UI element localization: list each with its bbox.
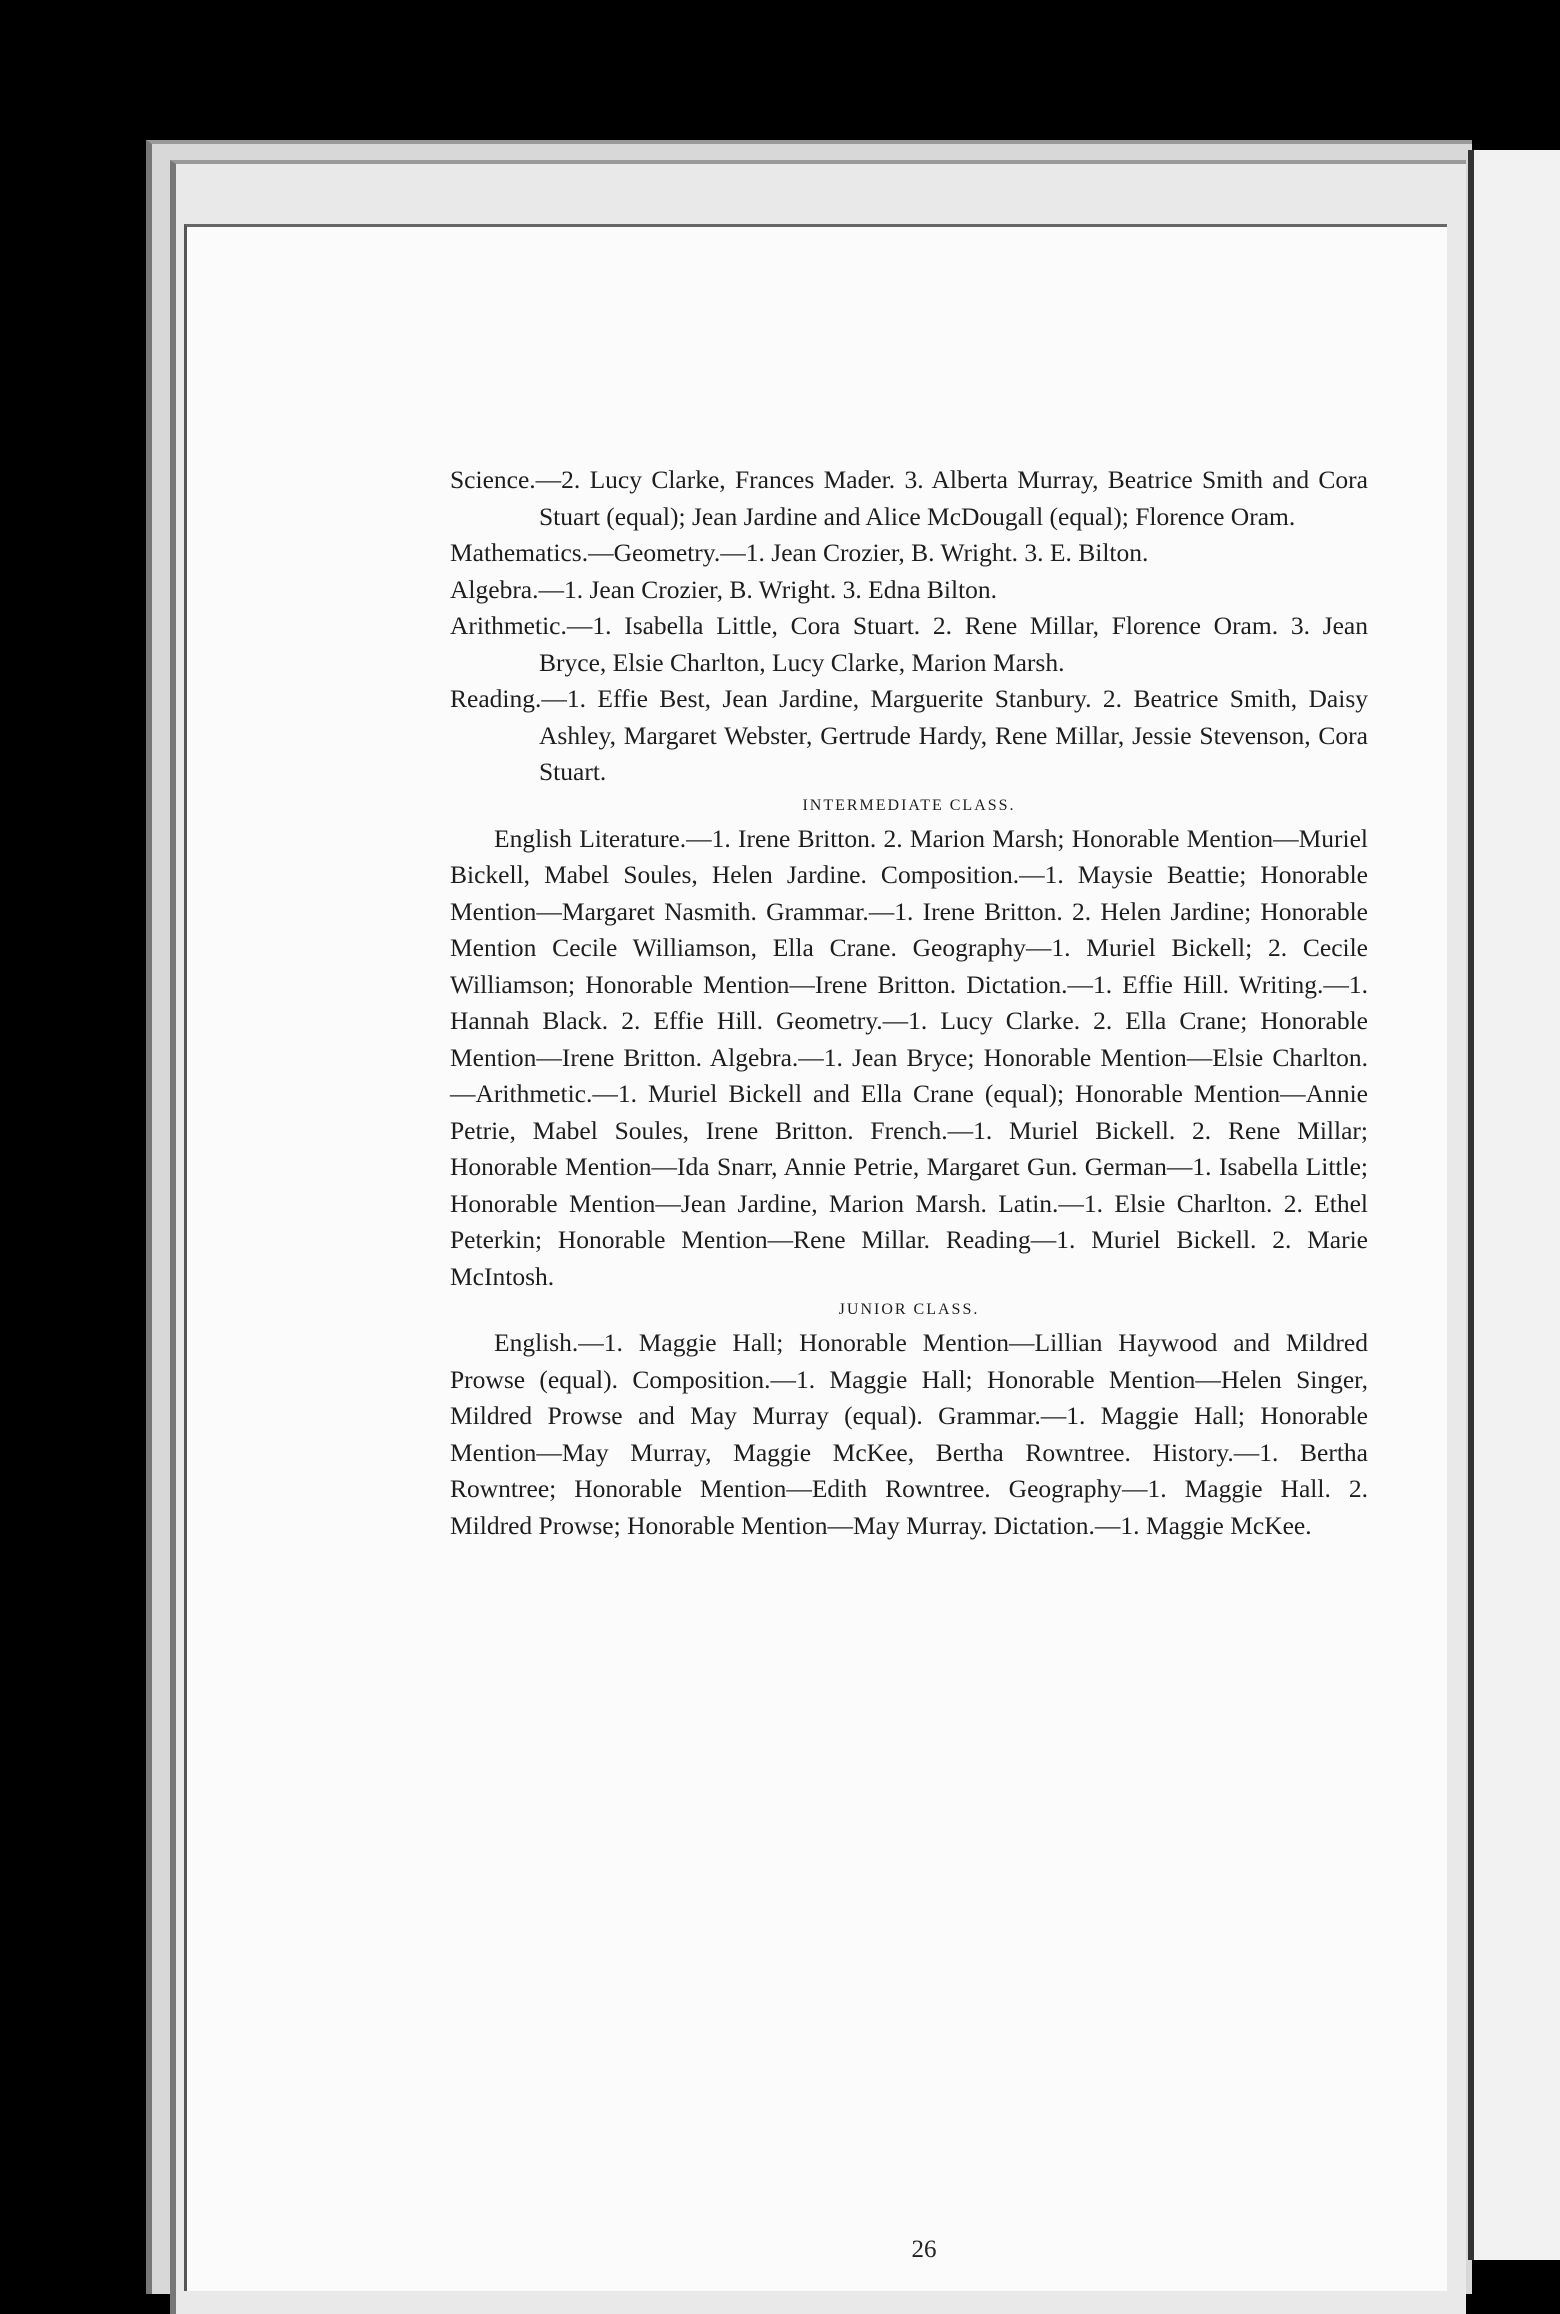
reading-entry: Reading.—1. Effie Best, Jean Jardine, Marguerite Stanbury. 2. Beatrice Smith, Daisy Ashley, Margaret Webster, Gertrude Hardy, Rene Millar, Jessie Stevenson, Cora Stuart.	[450, 684, 1368, 786]
science-entry: Science.—2. Lucy Clarke, Frances Mader. 3. Alberta Murray, Beatrice Smith and Cora Stuart (equal); Jean Jardine and Alice McDougall (equal); Florence Oram.	[450, 465, 1368, 531]
mathematics-entry: Mathematics.—Geometry.—1. Jean Crozier, B. Wright. 3. E. Bilton.	[450, 538, 1149, 567]
intermediate-class-text: English Literature.—1. Irene Britton. 2. Marion Marsh; Honorable Mention—Muriel Bickell, Mabel Soules, Helen Jardine. Composition.—1. Maysie Beattie; Honorable Mention—Margaret Nasmith. Grammar.—1. Irene Britton. 2. Helen Jardine; Honorable Mention Cecile Williamson, Ella Crane. Geography—1. Muriel Bickell; 2. Cecile Williamson; Honorable Mention—Irene Britton. Dictation.—1. Effie Hill. Writing.—1. Hannah Black. 2. Effie Hill. Geometry.—1. Lucy Clarke. 2. Ella Crane; Honorable Mention—Irene Britton. Algebra.—1. Jean Bryce; Honorable Mention—Elsie Charlton.—Arithmetic.—1. Muriel Bickell and Ella Crane (equal); Honorable Mention—Annie Petrie, Mabel Soules, Irene Britton. French.—1. Muriel Bickell. 2. Rene Millar; Honorable Mention—Ida Snarr, Annie Petrie, Margaret Gun. German—1. Isabella Little; Honorable Mention—Jean Jardine, Marion Marsh. Latin.—1. Elsie Charlton. 2. Ethel Peterkin; Honorable Mention—Rene Millar. Reading—1. Muriel Bickell. 2. Marie McIntosh.	[450, 823, 1368, 1291]
junior-class-heading: JUNIOR CLASS.	[838, 1301, 980, 1318]
algebra-entry: Algebra.—1. Jean Crozier, B. Wright. 3. Edna Bilton.	[450, 574, 998, 604]
page-number: 26	[911, 2236, 937, 2263]
junior-class-text: English.—1. Maggie Hall; Honorable Mention—Lillian Haywood and Mildred Prowse (equal). Composition.—1. Maggie Hall; Honorable Mention—Helen Singer, Mildred Prowse and May Murray (equal). Grammar.—1. Maggie Hall; Honorable Mention—May Murray, Maggie McKee, Bertha Rowntree. History.—1. Bertha Rowntree; Honorable Mention—Edith Rowntree. Geography—1. Maggie Hall. 2. Mildred Prowse; Honorable Mention—May Murray. Dictation.—1. Maggie McKee.	[450, 1328, 1368, 1540]
intermediate-class-heading: INTERMEDIATE CLASS.	[802, 796, 1016, 814]
page-text	[450, 462, 1368, 1544]
facing-page-edge	[1468, 150, 1560, 2260]
arithmetic-entry: Arithmetic.—1. Isabella Little, Cora Stuart. 2. Rene Millar, Florence Oram. 3. Jean Bryce, Elsie Charlton, Lucy Clarke, Marion Marsh.	[450, 611, 1368, 677]
